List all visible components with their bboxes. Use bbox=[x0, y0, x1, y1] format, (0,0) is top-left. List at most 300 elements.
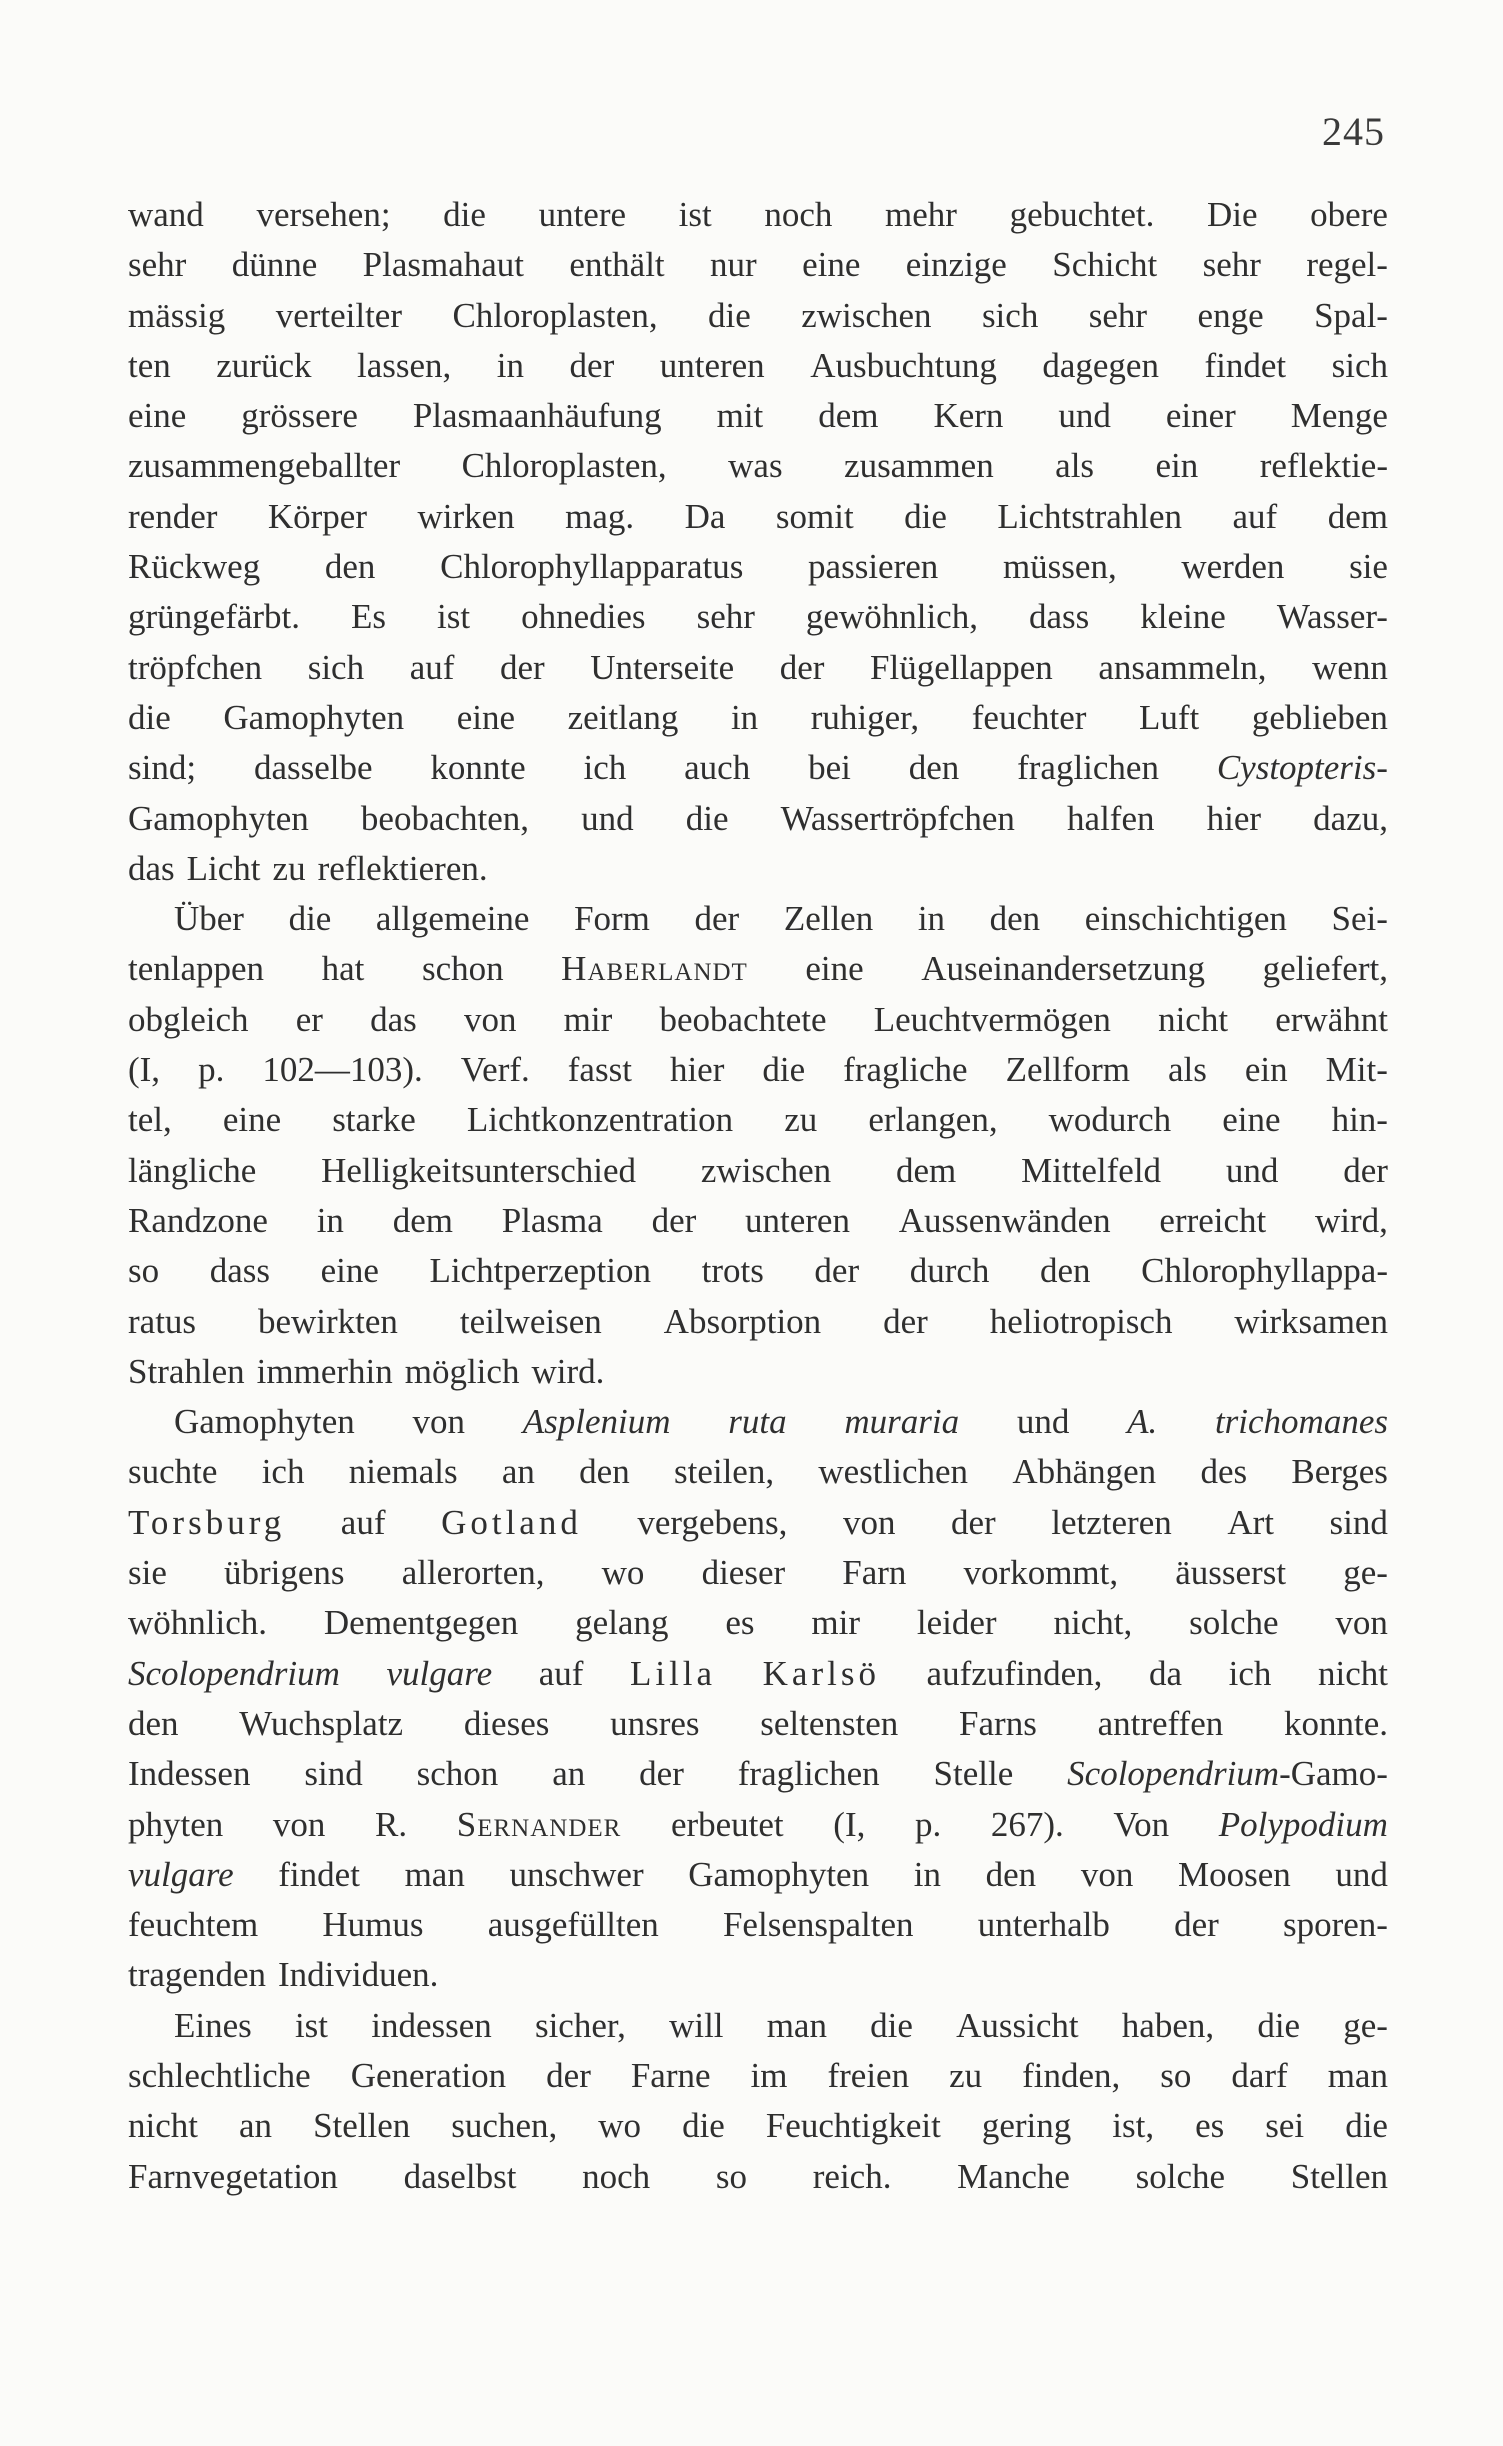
word: an bbox=[239, 2106, 273, 2146]
text-line bbox=[128, 1800, 1388, 1850]
word: sie bbox=[128, 1553, 167, 1593]
word: obgleich bbox=[128, 999, 249, 1039]
word: sicher, bbox=[534, 2005, 626, 2045]
text-line bbox=[128, 2152, 1388, 2202]
word: lassen, bbox=[357, 345, 452, 385]
word: von bbox=[272, 1804, 326, 1844]
word: 102—103). bbox=[262, 1050, 423, 1090]
word: letzteren bbox=[1051, 1502, 1172, 1542]
word: und bbox=[1058, 396, 1111, 436]
word: wodurch bbox=[1048, 1100, 1172, 1140]
page-number: 245 bbox=[1322, 109, 1385, 154]
text-line bbox=[128, 1498, 1388, 1548]
word: Schicht bbox=[1052, 245, 1158, 285]
word: der bbox=[651, 1200, 697, 1240]
word: von bbox=[412, 1402, 466, 1442]
word: übrigens bbox=[224, 1553, 345, 1593]
word: ohnedies bbox=[521, 597, 646, 637]
word: solche bbox=[1135, 2156, 1226, 2196]
word: p. bbox=[914, 1804, 942, 1844]
word: der bbox=[694, 899, 740, 939]
word: man bbox=[1327, 2055, 1388, 2095]
word: heliotropisch bbox=[989, 1301, 1173, 1341]
word: tel, bbox=[128, 1100, 172, 1140]
word: allerorten, bbox=[401, 1553, 545, 1593]
word: auch bbox=[684, 748, 751, 788]
word: Sernander bbox=[456, 1804, 622, 1844]
word: leider bbox=[916, 1603, 997, 1643]
text-line bbox=[128, 693, 1388, 743]
word: den bbox=[985, 1854, 1037, 1894]
word: reflektieren. bbox=[317, 848, 488, 888]
word: zu bbox=[949, 2055, 983, 2095]
word: Sei- bbox=[1331, 899, 1388, 939]
word: ich bbox=[1228, 1653, 1272, 1693]
word: die bbox=[870, 2005, 913, 2045]
word: reich. bbox=[812, 2156, 892, 2196]
word: Plasmaanhäufung bbox=[412, 396, 662, 436]
word: äusserst bbox=[1175, 1553, 1287, 1593]
text-line bbox=[128, 190, 1388, 240]
word: Farns bbox=[959, 1703, 1037, 1743]
word: so bbox=[715, 2156, 748, 2196]
word: vulgare bbox=[386, 1653, 493, 1693]
word: wird. bbox=[531, 1351, 605, 1391]
word: Randzone bbox=[128, 1200, 268, 1240]
word: dass bbox=[209, 1251, 270, 1291]
text-line bbox=[128, 1297, 1388, 1347]
word: feuchter bbox=[971, 697, 1087, 737]
word: tragenden bbox=[128, 1955, 266, 1995]
word: wand bbox=[128, 195, 204, 234]
word: Von bbox=[1113, 1804, 1170, 1844]
word: Haberlandt bbox=[561, 949, 748, 989]
word: an bbox=[552, 1754, 586, 1794]
word: suchen, bbox=[451, 2106, 558, 2146]
word: versehen; bbox=[256, 195, 391, 234]
word: durch bbox=[909, 1251, 990, 1291]
text-line bbox=[128, 1146, 1388, 1196]
word: sehr bbox=[1088, 295, 1148, 335]
word: mässig bbox=[128, 295, 226, 335]
word: Es bbox=[351, 597, 387, 637]
word: niemals bbox=[348, 1452, 458, 1492]
word: Stellen bbox=[1290, 2156, 1388, 2196]
word: Farne bbox=[630, 2055, 711, 2095]
word: geblieben bbox=[1251, 697, 1388, 737]
word: Ausbuchtung bbox=[810, 345, 997, 385]
text-line bbox=[128, 1347, 1388, 1397]
word: immerhin bbox=[256, 1351, 393, 1391]
word: starke bbox=[332, 1100, 416, 1140]
word: fragliche bbox=[843, 1050, 968, 1090]
word: eine bbox=[805, 949, 864, 989]
word: Gamophyten bbox=[688, 1854, 870, 1894]
word: Auseinandersetzung bbox=[921, 949, 1206, 989]
word: erlangen, bbox=[868, 1100, 998, 1140]
text-line bbox=[128, 1699, 1388, 1749]
word: Plasmahaut bbox=[362, 245, 525, 285]
word: da bbox=[1149, 1653, 1183, 1693]
word: antreffen bbox=[1097, 1703, 1224, 1743]
word: ruhiger, bbox=[810, 697, 920, 737]
word: dem bbox=[392, 1200, 453, 1240]
text-line bbox=[128, 1095, 1388, 1145]
word: ich bbox=[583, 748, 627, 788]
word: sind bbox=[1329, 1502, 1388, 1542]
word: render bbox=[128, 496, 218, 536]
word: Moosen bbox=[1177, 1854, 1291, 1894]
word: Farnvegetation bbox=[128, 2156, 338, 2196]
word: hat bbox=[321, 949, 365, 989]
word: dass bbox=[1028, 597, 1090, 637]
word: eine bbox=[456, 697, 516, 737]
word: fasst bbox=[567, 1050, 632, 1090]
word: Helligkeitsunterschied bbox=[321, 1150, 637, 1190]
word: Feuchtigkeit bbox=[765, 2106, 941, 2146]
word: werden bbox=[1181, 547, 1285, 587]
word: Verf. bbox=[460, 1050, 530, 1090]
word: Chlorophyllapparatus bbox=[440, 547, 744, 587]
word: Die bbox=[1207, 195, 1258, 234]
word: die bbox=[443, 195, 486, 234]
word: auf bbox=[538, 1653, 584, 1693]
text-line bbox=[128, 844, 1388, 894]
word: dem bbox=[1327, 496, 1388, 536]
word: will bbox=[669, 2005, 724, 2045]
word: Chloroplasten, bbox=[452, 295, 658, 335]
word: der bbox=[814, 1251, 860, 1291]
word: solche bbox=[1189, 1603, 1279, 1643]
word: phyten bbox=[128, 1804, 224, 1844]
word: mit bbox=[716, 396, 764, 436]
word: erreicht bbox=[1159, 1200, 1267, 1240]
text-line bbox=[128, 291, 1388, 341]
word: Manche bbox=[957, 2156, 1070, 2196]
text-line bbox=[128, 995, 1388, 1045]
word: freien bbox=[827, 2055, 910, 2095]
word: beobachtete bbox=[659, 999, 827, 1039]
word: der bbox=[883, 1301, 928, 1341]
word: zu bbox=[272, 848, 306, 888]
word: somit bbox=[775, 496, 854, 536]
word: eine bbox=[320, 1251, 379, 1291]
word: Luft bbox=[1138, 697, 1200, 737]
word: Humus bbox=[322, 1905, 424, 1945]
word: Asplenium bbox=[522, 1402, 671, 1442]
word: trots bbox=[701, 1251, 764, 1291]
word: Dementgegen bbox=[323, 1603, 519, 1643]
word: zwischen bbox=[801, 295, 932, 335]
word: tröpfchen bbox=[128, 647, 263, 687]
word: noch bbox=[764, 195, 833, 234]
word: Körper bbox=[267, 496, 367, 536]
word: gewöhnlich, bbox=[805, 597, 978, 637]
word: Lichtperzeption bbox=[429, 1251, 652, 1291]
word: Indessen bbox=[128, 1754, 251, 1794]
text-line bbox=[128, 391, 1388, 441]
word: zusammen bbox=[844, 446, 994, 486]
word: von bbox=[1335, 1603, 1388, 1643]
word: auf bbox=[409, 647, 455, 687]
word: man bbox=[766, 2005, 827, 2045]
word: Farn bbox=[842, 1553, 907, 1593]
word: sind; bbox=[128, 748, 197, 788]
word: den bbox=[128, 1703, 179, 1743]
word: mag. bbox=[565, 496, 635, 536]
word: ruta bbox=[728, 1402, 787, 1442]
word: mehr bbox=[885, 195, 957, 234]
word: westlichen bbox=[818, 1452, 969, 1492]
word: von bbox=[842, 1502, 896, 1542]
word: findet bbox=[1204, 345, 1287, 385]
word: der bbox=[779, 647, 825, 687]
word: vergebens, bbox=[637, 1502, 788, 1542]
word: konnte. bbox=[1283, 1703, 1388, 1743]
word: Scolopendrium bbox=[128, 1653, 340, 1693]
word: sich bbox=[981, 295, 1039, 335]
word: dazu, bbox=[1313, 798, 1388, 838]
word: wirksamen bbox=[1234, 1301, 1388, 1341]
word: schon bbox=[421, 949, 504, 989]
text-line bbox=[128, 794, 1388, 844]
word: beobachten, bbox=[360, 798, 530, 838]
word: findet bbox=[278, 1854, 360, 1894]
word: Gotland bbox=[441, 1502, 582, 1542]
word: fraglichen bbox=[1017, 748, 1159, 788]
word: teilweisen bbox=[459, 1301, 602, 1341]
word: die bbox=[708, 295, 751, 335]
word: muraria bbox=[844, 1402, 960, 1442]
text-line bbox=[128, 1246, 1388, 1296]
word: ich bbox=[261, 1452, 305, 1492]
text-line bbox=[128, 2001, 1388, 2051]
word: und bbox=[1016, 1402, 1070, 1442]
text-line bbox=[128, 240, 1388, 290]
word: die bbox=[762, 1050, 806, 1090]
word: die bbox=[682, 2106, 725, 2146]
word: Stelle bbox=[933, 1754, 1014, 1794]
word: Lichtstrahlen bbox=[997, 496, 1183, 536]
word: ten bbox=[128, 345, 171, 385]
word: Da bbox=[684, 496, 726, 536]
word: Licht bbox=[186, 848, 261, 888]
word: und bbox=[1335, 1854, 1388, 1894]
word: wöhnlich. bbox=[128, 1603, 268, 1643]
word: nicht bbox=[1317, 1653, 1388, 1693]
word: seltensten bbox=[760, 1703, 899, 1743]
word: als bbox=[1055, 446, 1095, 486]
word: sehr bbox=[128, 245, 187, 285]
body-text bbox=[128, 190, 1388, 2202]
word: sich bbox=[1331, 345, 1388, 385]
word: er bbox=[295, 999, 323, 1039]
word: Karlsö bbox=[762, 1653, 880, 1693]
word: Lichtkonzentration bbox=[466, 1100, 734, 1140]
word: grössere bbox=[241, 396, 358, 436]
word: Rückweg bbox=[128, 547, 261, 587]
word: den bbox=[579, 1452, 630, 1492]
word: konnte bbox=[430, 748, 526, 788]
word: möglich bbox=[404, 1351, 520, 1391]
text-line bbox=[128, 1950, 1388, 2000]
word: obere bbox=[1310, 195, 1388, 234]
word: gebuchtet. bbox=[1009, 195, 1155, 234]
word: auf bbox=[340, 1502, 386, 1542]
word: gelang bbox=[575, 1603, 669, 1643]
word: eine bbox=[802, 245, 861, 285]
word: Zellform bbox=[1005, 1050, 1130, 1090]
word: sind bbox=[304, 1754, 363, 1794]
text-line bbox=[128, 1397, 1388, 1447]
word: mir bbox=[563, 999, 613, 1039]
word: tenlappen bbox=[128, 949, 265, 989]
word: suchte bbox=[128, 1452, 218, 1492]
word: des bbox=[1200, 1452, 1248, 1492]
word: Plasma bbox=[501, 1200, 603, 1240]
word: reflektie- bbox=[1259, 446, 1388, 486]
text-line bbox=[128, 1749, 1388, 1799]
word: Zellen bbox=[783, 899, 874, 939]
word: ge- bbox=[1343, 1553, 1388, 1593]
word: verteilter bbox=[275, 295, 402, 335]
word: Berges bbox=[1291, 1452, 1388, 1492]
word: hier bbox=[669, 1050, 725, 1090]
word: Torsburg bbox=[128, 1502, 286, 1542]
word: längliche bbox=[128, 1150, 257, 1190]
text-line bbox=[128, 1649, 1388, 1699]
word: im bbox=[750, 2055, 788, 2095]
word: Kern bbox=[933, 396, 1004, 436]
word: steilen, bbox=[673, 1452, 775, 1492]
text-line bbox=[128, 1548, 1388, 1598]
word: und bbox=[581, 798, 634, 838]
word: dieser bbox=[701, 1553, 786, 1593]
word: sie bbox=[1349, 547, 1388, 587]
word: unsres bbox=[610, 1703, 700, 1743]
word: 267). bbox=[990, 1804, 1064, 1844]
word: bewirkten bbox=[257, 1301, 398, 1341]
word: erwähnt bbox=[1275, 999, 1388, 1039]
word: dem bbox=[895, 1150, 957, 1190]
word: ge- bbox=[1343, 2005, 1388, 2045]
text-line bbox=[128, 743, 1388, 793]
word: A. bbox=[1127, 1402, 1158, 1442]
word: R. bbox=[375, 1804, 408, 1844]
word: sehr bbox=[1202, 245, 1261, 285]
word: Individuen. bbox=[277, 1955, 439, 1995]
word: vorkommt, bbox=[963, 1553, 1119, 1593]
word: so bbox=[128, 1251, 160, 1291]
word: Gamophyten bbox=[128, 798, 309, 838]
word: in bbox=[316, 1200, 344, 1240]
word: Unterseite bbox=[590, 647, 735, 687]
word: ein bbox=[1244, 1050, 1288, 1090]
word: Spal- bbox=[1314, 295, 1388, 335]
word: auf bbox=[1232, 496, 1278, 536]
word: eine bbox=[222, 1100, 282, 1140]
word: eine bbox=[1222, 1100, 1281, 1140]
word: Absorption bbox=[663, 1301, 822, 1341]
word: passieren bbox=[808, 547, 939, 587]
word: Eines bbox=[174, 2005, 252, 2045]
word: in bbox=[730, 697, 759, 737]
word: Wasser- bbox=[1276, 597, 1388, 637]
text-line bbox=[128, 1598, 1388, 1648]
word: Chlorophyllappa- bbox=[1141, 1251, 1388, 1291]
word: vulgare bbox=[128, 1854, 234, 1894]
word: enge bbox=[1197, 295, 1264, 335]
word: einzige bbox=[905, 245, 1007, 285]
word: aufzufinden, bbox=[926, 1653, 1103, 1693]
word: indessen bbox=[371, 2005, 492, 2045]
word: darf bbox=[1231, 2055, 1288, 2095]
word: (I, bbox=[128, 1050, 161, 1090]
word: Aussicht bbox=[956, 2005, 1079, 2045]
word: hier bbox=[1206, 798, 1262, 838]
word: Art bbox=[1227, 1502, 1274, 1542]
word: nicht, bbox=[1053, 1603, 1133, 1643]
word: trichomanes bbox=[1214, 1402, 1388, 1442]
word: nicht bbox=[128, 2106, 198, 2146]
word: Polypodium bbox=[1218, 1804, 1388, 1844]
text-line bbox=[128, 441, 1388, 491]
word: den bbox=[908, 748, 960, 788]
text-line bbox=[128, 1850, 1388, 1900]
text-line bbox=[128, 894, 1388, 944]
word: als bbox=[1167, 1050, 1207, 1090]
word: in bbox=[917, 899, 946, 939]
word: geliefert, bbox=[1262, 949, 1388, 989]
word: ansammeln, bbox=[1098, 647, 1267, 687]
word: ist bbox=[294, 2005, 329, 2045]
word: ein bbox=[1155, 446, 1199, 486]
word: nur bbox=[710, 245, 757, 285]
word: Mit- bbox=[1325, 1050, 1388, 1090]
text-line bbox=[128, 944, 1388, 994]
word: Gamophyten bbox=[174, 1402, 355, 1442]
word: zwischen bbox=[700, 1150, 832, 1190]
word: wenn bbox=[1312, 647, 1388, 687]
word: zurück bbox=[216, 345, 312, 385]
word: Felsenspalten bbox=[722, 1905, 914, 1945]
word: die bbox=[1257, 2005, 1301, 2045]
word: unterhalb bbox=[977, 1905, 1110, 1945]
word: man bbox=[404, 1854, 465, 1894]
word: dem bbox=[818, 396, 879, 436]
word: wo bbox=[601, 1553, 645, 1593]
word: sporen- bbox=[1282, 1905, 1388, 1945]
text-line bbox=[128, 542, 1388, 592]
word: den bbox=[324, 547, 376, 587]
word: der bbox=[1174, 1905, 1219, 1945]
word: allgemeine bbox=[375, 899, 530, 939]
text-line bbox=[128, 1900, 1388, 1950]
word: gering bbox=[981, 2106, 1072, 2146]
word: die bbox=[288, 899, 332, 939]
word: untere bbox=[538, 195, 627, 234]
text-line bbox=[128, 643, 1388, 693]
word: unteren bbox=[659, 345, 765, 385]
word: die bbox=[685, 798, 729, 838]
word: bei bbox=[808, 748, 851, 788]
word: wo bbox=[598, 2106, 642, 2146]
word: zu bbox=[784, 1100, 818, 1140]
text-line bbox=[128, 492, 1388, 542]
word: regel- bbox=[1306, 245, 1388, 285]
word: von bbox=[463, 999, 517, 1039]
word: kleine bbox=[1140, 597, 1226, 637]
